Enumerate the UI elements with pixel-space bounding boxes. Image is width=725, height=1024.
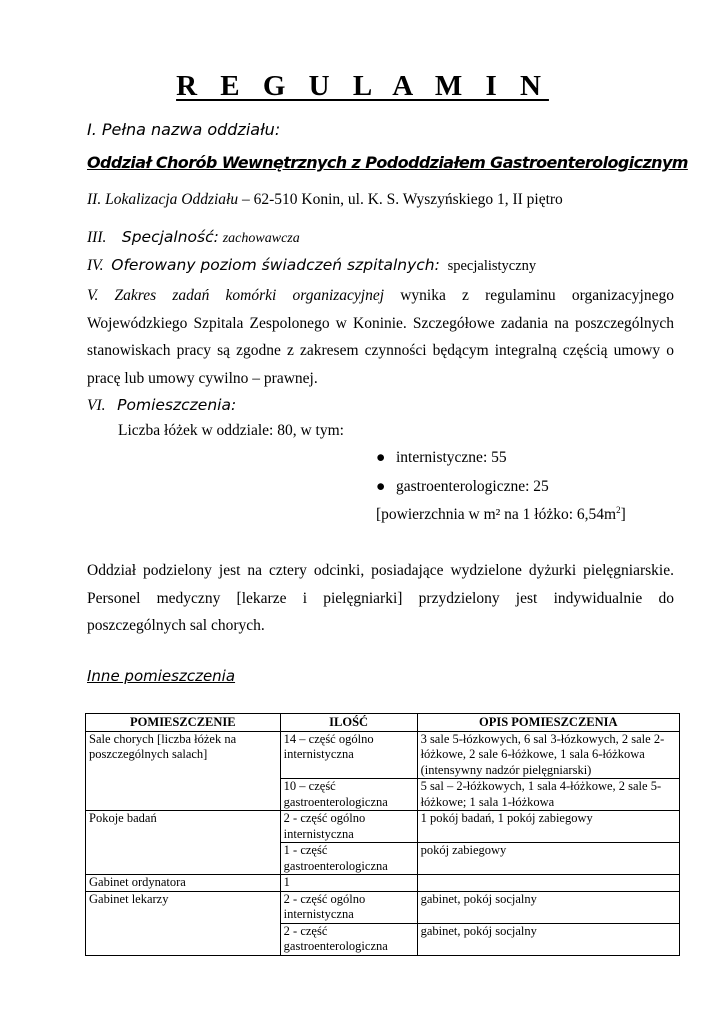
cell-description: [417, 875, 679, 892]
other-rooms-heading: Inne pomieszczenia: [87, 667, 236, 685]
table-header-row: [86, 714, 680, 732]
cell-quantity: 2 - część ogólno internistyczna: [280, 811, 417, 843]
table-row: [86, 875, 680, 892]
table-row: [86, 811, 680, 843]
page-title: R E G U L A M I N: [176, 70, 549, 102]
section-4-value: specjalistyczny: [447, 258, 537, 274]
cell-description: 5 sal – 2-łóżkowych, 1 sala 4-łóżkowe, 2 sale 5-łóżkowe; 1 sala 1-łóżkowa: [417, 779, 679, 811]
cell-room: Gabinet lekarzy: [86, 891, 281, 955]
area-superscript: 2: [616, 505, 621, 515]
division-paragraph: Oddział podzielony jest na cztery odcinki, posiadające wydzielone dyżurki pielęgniarskie. Personel medyczny [lekarze i pielęgniarki] przydzielony jest indywidualnie do poszczególnych sal chorych.: [87, 562, 674, 634]
header-description: OPIS POMIESZCZENIA: [417, 714, 679, 732]
rooms-table: [85, 713, 680, 956]
area-text: [powierzchnia w m² na 1 łóżko: 6,54m: [376, 506, 617, 524]
cell-quantity: 14 – część ogólno internistyczna: [280, 731, 417, 779]
section-3-specialty: [87, 228, 300, 247]
cell-quantity: 1 - część gastroenterologiczna: [280, 843, 417, 875]
section-2-value: – 62-510 Konin, ul. K. S. Wyszyńskiego 1, II piętro: [238, 191, 563, 208]
section-5-text: wynika z regulaminu organizacyjnego Wojewódzkiego Szpitala Zespolonego w Koninie. Szczegółowe zadania na poszczególnych stanowiskach pracy są zgodne z zakresem czynności będącym integralną częścią umowy o pracę lub umowy cywilno – prawnej.: [87, 287, 674, 387]
header-quantity: ILOŚĆ: [280, 714, 417, 732]
area-closing: ]: [620, 506, 626, 524]
cell-room: Gabinet ordynatora: [86, 875, 281, 892]
cell-quantity: 10 – część gastroenterologiczna: [280, 779, 417, 811]
bullet-item: [376, 478, 549, 496]
section-3-number: III.: [87, 229, 107, 246]
beds-count: Liczba łóżek w oddziale: 80, w tym:: [118, 422, 344, 439]
bullet-text: gastroenterologiczne: 25: [396, 478, 549, 495]
cell-description: pokój zabiegowy: [417, 843, 679, 875]
cell-room: Sale chorych [liczba łóżek na poszczególnych salach]: [86, 731, 281, 811]
bullet-text: internistyczne: 55: [396, 449, 507, 466]
section-4-number: IV.: [87, 257, 104, 274]
table-row: [86, 731, 680, 779]
table-row: [86, 891, 680, 923]
cell-quantity: 2 - część ogólno internistyczna: [280, 891, 417, 923]
bullet-item: [376, 449, 507, 467]
section-3-value: zachowawcza: [222, 231, 300, 246]
section-3-label: Specjalność:: [121, 228, 219, 246]
department-name: Oddział Chorób Wewnętrznych z Pododdziałem Gastroenterologicznym: [87, 153, 688, 172]
cell-description: gabinet, pokój socjalny: [417, 923, 679, 955]
cell-description: 3 sale 5-łózkowych, 6 sal 3-łózkowych, 2 sale 2-łóżkowe, 2 sale 6-łóżkowe, 1 sala 6-łóżkowa (intensywny nadzór pielęgniarski): [417, 731, 679, 779]
area-per-bed: [376, 505, 626, 524]
section-5-label: V. Zakres zadań komórki organizacyjnej: [87, 287, 385, 304]
section-6-rooms: [87, 396, 236, 415]
cell-description: gabinet, pokój socjalny: [417, 891, 679, 923]
cell-description: 1 pokój badań, 1 pokój zabiegowy: [417, 811, 679, 843]
section-6-label: Pomieszczenia:: [117, 396, 237, 414]
section-1-label: I. Pełna nazwa oddziału:: [87, 120, 281, 139]
section-4-level: [87, 256, 536, 275]
header-room: POMIESZCZENIE: [86, 714, 281, 732]
bullet-dot-icon: ●: [376, 449, 386, 466]
section-6-number: VI.: [87, 397, 106, 414]
cell-room: Pokoje badań: [86, 811, 281, 875]
cell-quantity: 2 - część gastroenterologiczna: [280, 923, 417, 955]
section-2-location: [87, 191, 563, 209]
section-4-label: Oferowany poziom świadczeń szpitalnych:: [111, 256, 440, 274]
section-5-scope: [87, 282, 674, 392]
bullet-dot-icon: ●: [376, 478, 386, 495]
cell-quantity: 1: [280, 875, 417, 892]
section-2-label: II. Lokalizacja Oddziału: [87, 191, 239, 208]
